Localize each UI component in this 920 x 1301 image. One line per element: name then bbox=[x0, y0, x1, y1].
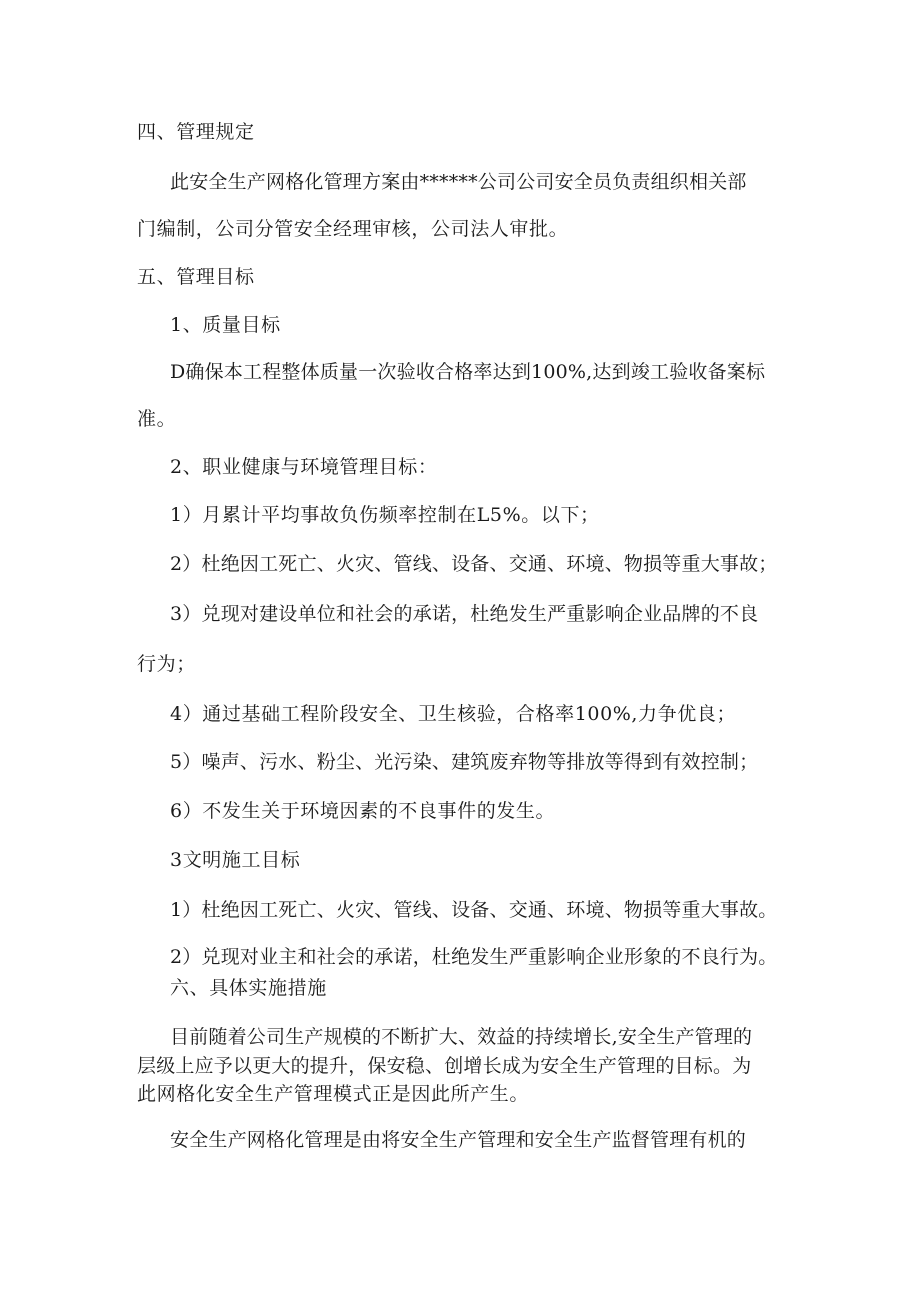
section6-paragraph-line: 目前随着公司生产规模的不断扩大、效益的持续增长,安全生产管理的 bbox=[170, 1026, 753, 1048]
health-heading: 2、职业健康与环境管理目标： bbox=[170, 456, 438, 478]
civil-item: 2）兑现对业主和社会的承诺，杜绝发生严重影响企业形象的不良行为。 bbox=[170, 946, 778, 968]
section4-heading: 四、管理规定 bbox=[137, 121, 255, 143]
section6-paragraph-line: 层级上应予以更大的提升，保安稳、创增长成为安全生产管理的目标。为 bbox=[137, 1055, 752, 1077]
civil-heading: 3文明施工目标 bbox=[170, 849, 301, 871]
quality-paragraph-line: 准。 bbox=[137, 408, 177, 430]
health-item: 6）不发生关于环境因素的不良事件的发生。 bbox=[170, 800, 556, 822]
health-item-continuation: 行为； bbox=[137, 653, 196, 675]
health-item: 5）噪声、污水、粉尘、光污染、建筑废弃物等排放等得到有效控制； bbox=[170, 751, 759, 773]
health-item: 3）兑现对建设单位和社会的承诺，杜绝发生严重影响企业品牌的不良 bbox=[170, 603, 759, 625]
health-item: 4）通过基础工程阶段安全、卫生核验，合格率100%,力争优良； bbox=[170, 703, 737, 725]
health-item: 2）杜绝因工死亡、火灾、管线、设备、交通、环境、物损等重大事故； bbox=[170, 553, 778, 575]
section6-paragraph-line: 此网格化安全生产管理模式正是因此所产生。 bbox=[137, 1083, 530, 1105]
civil-item: 1）杜绝因工死亡、火灾、管线、设备、交通、环境、物损等重大事故。 bbox=[170, 899, 778, 921]
quality-paragraph-line: D确保本工程整体质量一次验收合格率达到100%,达到竣工验收备案标 bbox=[170, 361, 766, 383]
health-item: 1）月累计平均事故负伤频率控制在L5%。以下； bbox=[170, 504, 600, 526]
section4-paragraph-line: 门编制，公司分管安全经理审核，公司法人审批。 bbox=[137, 218, 569, 240]
section4-paragraph-line: 此安全生产网格化管理方案由******公司公司安全员负责组织相关部 bbox=[170, 171, 747, 193]
section6-paragraph-line: 安全生产网格化管理是由将安全生产管理和安全生产监督管理有机的 bbox=[170, 1129, 747, 1151]
section5-heading: 五、管理目标 bbox=[137, 266, 255, 288]
section6-heading: 六、具体实施措施 bbox=[170, 977, 327, 999]
quality-heading: 1、质量目标 bbox=[170, 314, 281, 336]
